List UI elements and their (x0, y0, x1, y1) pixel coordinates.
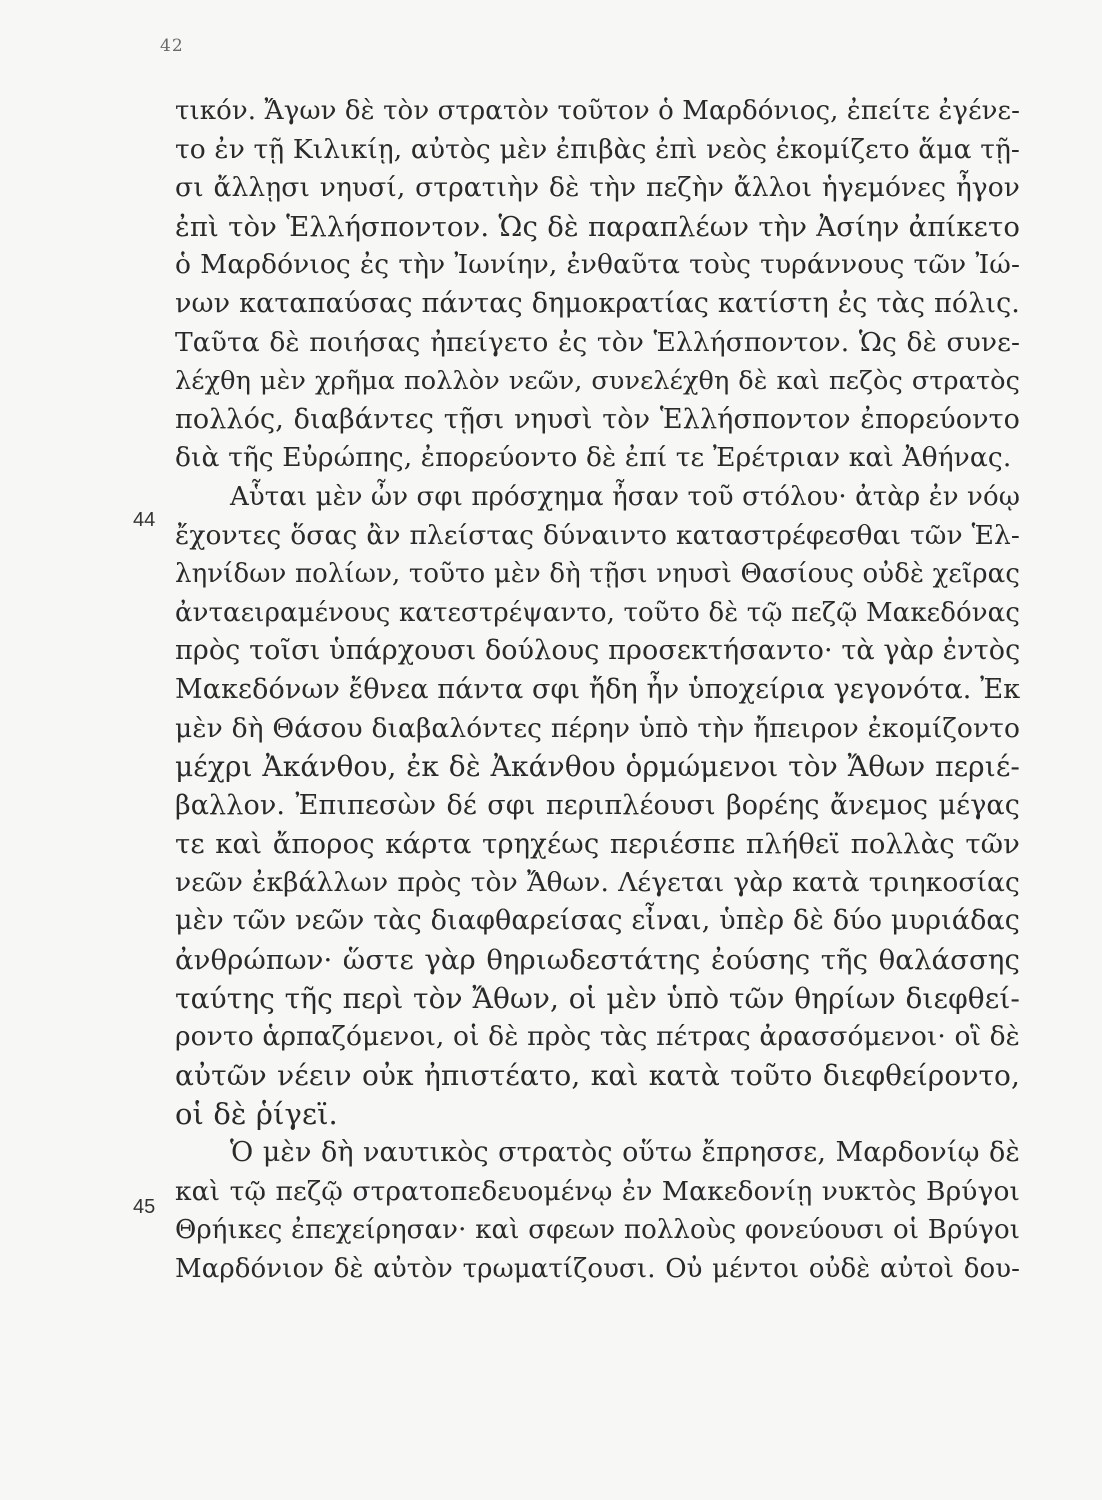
text-line: νων καταπαύσας πάντας δημοκρατίας κατίστη ἐς τὰς πόλις. (175, 287, 1020, 319)
section-number-44: 44 (133, 509, 156, 531)
body-text (175, 92, 1020, 1288)
text-line: ροντο ἁρπαζόμενοι, οἱ δὲ πρὸς τὰς πέτρας ἀρασσόμενοι· οἳ δὲ (175, 1021, 1020, 1053)
text-line: μὲν δὴ Θάσου διαβαλόντες πέρην ὑπὸ τὴν ἤπειρον ἐκομίζοντο (175, 712, 1020, 744)
text-line: Θρήικες ἐπεχείρησαν· καὶ σφεων πολλοὺς φονεύουσι οἱ Βρύγοι (175, 1215, 1020, 1246)
text-line: πολλός, διαβάντες τῇσι νηυσὶ τὸν Ἑλλήσποντον ἐπορεύοντο (175, 403, 1020, 435)
text-line: μέχρι Ἀκάνθου, ἐκ δὲ Ἀκάνθου ὁρμώμενοι τὸν Ἄθων περιέ- (175, 750, 1020, 784)
text-line: καὶ τῷ πεζῷ στρατοπεδευομένῳ ἐν Μακεδονίῃ νυκτὸς Βρύγοι (175, 1175, 1020, 1207)
text-line: Αὗται μὲν ὦν σφι πρόσχημα ἦσαν τοῦ στόλου· ἀτὰρ ἐν νόῳ (230, 481, 1020, 512)
text-line: ἀνταειραμένους κατεστρέψαντο, τοῦτο δὲ τῷ πεζῷ Μακεδόνας (175, 597, 1020, 628)
text-line: Ταῦτα δὲ ποιήσας ἠπείγετο ἐς τὸν Ἑλλήσποντον. Ὡς δὲ συνε- (175, 326, 1020, 358)
text-line: ταύτης τῆς περὶ τὸν Ἄθων, οἱ μὲν ὑπὸ τῶν θηρίων διεφθεί- (175, 981, 1020, 1015)
text-line: διὰ τῆς Εὐρώπης, ἐπορεύοντο δὲ ἐπί τε Ἐρέτριαν καὶ Ἀθήνας. (175, 442, 1012, 474)
text-line: οἱ δὲ ῥίγεϊ. (175, 1097, 338, 1132)
text-line: αὐτῶν νέειν οὐκ ἠπιστέατο, καὶ κατὰ τοῦτο διεφθείροντο, (175, 1058, 1020, 1092)
page-number: 42 (160, 36, 184, 56)
text-line: ληνίδων πολίων, τοῦτο μὲν δὴ τῇσι νηυσὶ Θασίους οὐδὲ χεῖρας (175, 559, 1020, 590)
text-line: μὲν τῶν νεῶν τὰς διαφθαρείσας εἶναι, ὑπὲρ δὲ δύο μυριάδας (175, 905, 1020, 937)
text-line: Μακεδόνων ἔθνεα πάντα σφι ἤδη ἦν ὑποχείρια γεγονότα. Ἐκ (175, 673, 1021, 705)
text-line: ἔχοντες ὅσας ἂν πλείστας δύναιντο καταστρέφεσθαι τῶν Ἑλ- (175, 519, 1020, 551)
text-line: σι ἄλλῃσι νηυσί, στρατιὴν δὲ τὴν πεζὴν ἄλλοι ἡγεμόνες ἦγον (175, 172, 1020, 204)
text-line: Ὁ μὲν δὴ ναυτικὸς στρατὸς οὕτω ἔπρησσε, Μαρδονίῳ δὲ (230, 1137, 1020, 1169)
text-line: ἐπὶ τὸν Ἑλλήσποντον. Ὡς δὲ παραπλέων τὴν Ἀσίην ἀπίκετο (175, 210, 1020, 243)
section-number-45: 45 (133, 1196, 156, 1218)
text-line: βαλλον. Ἐπιπεσὼν δέ σφι περιπλέουσι βορέης ἄνεμος μέγας (175, 789, 1020, 821)
text-line: τε καὶ ἄπορος κάρτα τρηχέως περιέσπε πλήθεϊ πολλὰς τῶν (175, 828, 1020, 861)
text-line: ἀνθρώπων· ὥστε γὰρ θηριωδεστάτης ἐούσης τῆς θαλάσσης (175, 944, 1020, 977)
text-line: το ἐν τῇ Κιλικίῃ, αὐτὸς μὲν ἐπιβὰς ἐπὶ νεὸς ἐκομίζετο ἅμα τῇ- (175, 133, 1020, 165)
text-line: νεῶν ἐκβάλλων πρὸς τὸν Ἄθων. Λέγεται γὰρ κατὰ τριηκοσίας (175, 866, 1020, 898)
text-line: Μαρδόνιον δὲ αὐτὸν τρωματίζουσι. Οὐ μέντοι οὐδὲ αὐτοὶ δου- (175, 1253, 1020, 1284)
text-line: τικόν. Ἄγων δὲ τὸν στρατὸν τοῦτον ὁ Μαρδόνιος, ἐπείτε ἐγένε- (175, 96, 1020, 126)
text-line: ὁ Μαρδόνιος ἐς τὴν Ἰωνίην, ἐνθαῦτα τοὺς τυράννους τῶν Ἰώ- (175, 249, 1020, 281)
text-line: πρὸς τοῖσι ὑπάρχουσι δούλους προσεκτήσαντο· τὰ γὰρ ἐντὸς (175, 635, 1021, 667)
text-line: λέχθη μὲν χρῆμα πολλὸν νεῶν, συνελέχθη δὲ καὶ πεζὸς στρατὸς (175, 366, 1020, 397)
